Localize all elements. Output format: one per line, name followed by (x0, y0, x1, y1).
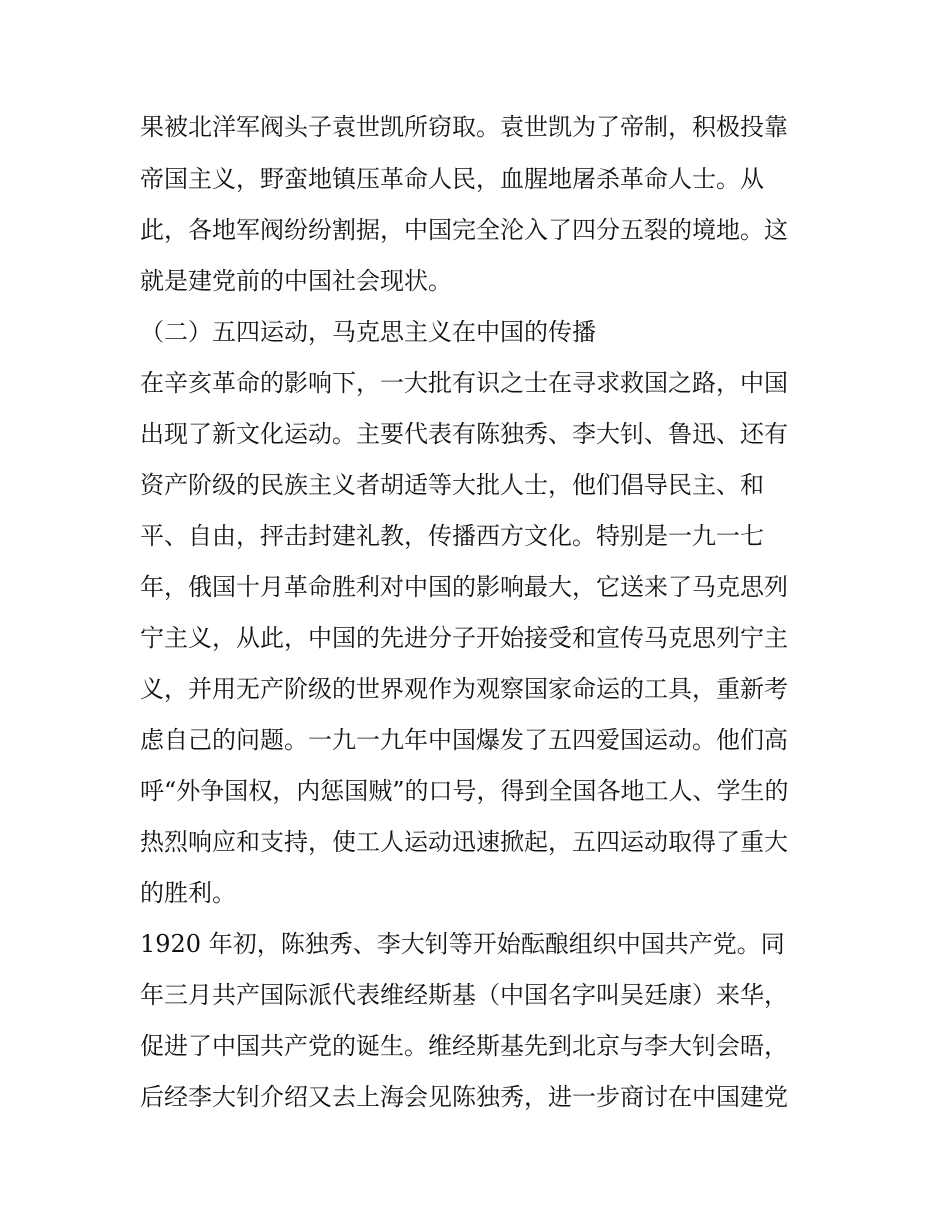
text-line: 热烈响应和支持，使工人运动迅速掀起，五四运动取得了重大 (140, 828, 788, 856)
text-line: 促进了中国共产党的诞生。维经斯基先到北京与李大钊会晤， (140, 1032, 788, 1060)
text-line: 1920 年初，陈独秀、李大钊等开始酝酿组织中国共产党。同 (140, 930, 785, 958)
text-line: 年三月共产国际派代表维经斯基（中国名字叫吴廷康）来华， (140, 981, 788, 1009)
text-line: 果被北洋军阀头子袁世凯所窃取。袁世凯为了帝制，积极投靠 (140, 113, 788, 141)
text-line: 虑自己的问题。一九一九年中国爆发了五四爱国运动。他们高 (140, 726, 788, 754)
text-line: 宁主义，从此，中国的先进分子开始接受和宣传马克思列宁主 (140, 624, 788, 652)
section-heading: （二）五四运动，马克思主义在中国的传播 (140, 318, 596, 346)
text-line: 资产阶级的民族主义者胡适等大批人士，他们倡导民主、和 (140, 471, 764, 499)
text-line: 出现了新文化运动。主要代表有陈独秀、李大钊、鲁迅、还有 (140, 420, 788, 448)
text-line: 年，俄国十月革命胜利对中国的影响最大，它送来了马克思列 (140, 573, 788, 601)
text-line: 呼“外争国权，内惩国贼”的口号，得到全国各地工人、学生的 (140, 777, 789, 805)
text-line: 后经李大钊介绍又去上海会见陈独秀，进一步商讨在中国建党 (140, 1083, 788, 1111)
text-line: 的胜利。 (140, 879, 236, 907)
text-line: 帝国主义，野蛮地镇压革命人民，血腥地屠杀革命人士。从 (140, 165, 764, 193)
text-line: 平、自由，抨击封建礼教，传播西方文化。特别是一九一七 (140, 522, 764, 550)
text-line: 就是建党前的中国社会现状。 (140, 267, 452, 295)
text-line: 此，各地军阀纷纷割据，中国完全沦入了四分五裂的境地。这 (140, 216, 788, 244)
text-line: 在辛亥革命的影响下，一大批有识之士在寻求救国之路，中国 (140, 369, 788, 397)
text-line: 义，并用无产阶级的世界观作为观察国家命运的工具，重新考 (140, 675, 788, 703)
